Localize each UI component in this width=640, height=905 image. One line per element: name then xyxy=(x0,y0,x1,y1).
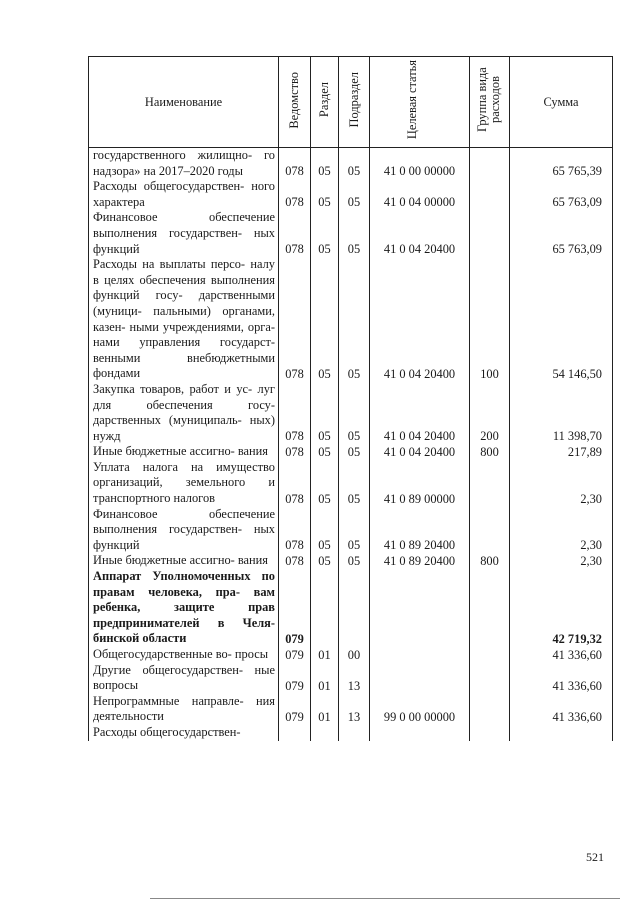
row-sum: 41 336,60 xyxy=(510,647,613,663)
row-subsection: 13 xyxy=(339,663,370,694)
row-dept: 078 xyxy=(279,382,311,444)
row-name: Расходы на выплаты персо- налу в целях обеспечения выполнения функций госу- дарственными (муници- пальными) органами, казен- ными учреждениями, орга- нами управления государст- венными внебюджетными фондами xyxy=(89,257,279,382)
page-number: 521 xyxy=(586,850,604,864)
row-section: 01 xyxy=(311,663,339,694)
row-subsection: 05 xyxy=(339,382,370,444)
table-row xyxy=(89,569,613,647)
table-row xyxy=(89,694,613,725)
row-name: Финансовое обеспечение выполнения государствен- ных функций xyxy=(89,507,279,554)
row-subsection: 05 xyxy=(339,460,370,507)
row-exptype xyxy=(470,179,510,210)
header-section: Раздел xyxy=(311,57,339,148)
row-target: 41 0 04 20400 xyxy=(370,444,470,460)
row-target: 41 0 00 00000 xyxy=(370,148,470,180)
row-dept: 078 xyxy=(279,148,311,180)
row-exptype xyxy=(470,663,510,694)
table-row xyxy=(89,382,613,444)
row-target xyxy=(370,569,470,647)
row-exptype xyxy=(470,569,510,647)
table-row xyxy=(89,210,613,257)
row-subsection xyxy=(339,725,370,741)
row-subsection: 13 xyxy=(339,694,370,725)
row-exptype: 100 xyxy=(470,257,510,382)
row-section: 05 xyxy=(311,444,339,460)
row-exptype: 200 xyxy=(470,382,510,444)
row-section: 05 xyxy=(311,507,339,554)
row-section: 05 xyxy=(311,382,339,444)
row-dept: 078 xyxy=(279,444,311,460)
row-exptype: 800 xyxy=(470,444,510,460)
row-target: 41 0 89 00000 xyxy=(370,460,470,507)
row-dept: 078 xyxy=(279,507,311,554)
row-sum: 65 763,09 xyxy=(510,179,613,210)
row-subsection: 00 xyxy=(339,647,370,663)
row-exptype: 800 xyxy=(470,553,510,569)
row-target: 41 0 04 20400 xyxy=(370,210,470,257)
row-section: 05 xyxy=(311,257,339,382)
row-dept: 078 xyxy=(279,257,311,382)
row-sum: 65 765,39 xyxy=(510,148,613,180)
row-sum: 11 398,70 xyxy=(510,382,613,444)
row-name: Финансовое обеспечение выполнения государствен- ных функций xyxy=(89,210,279,257)
row-dept: 079 xyxy=(279,694,311,725)
row-sum: 2,30 xyxy=(510,460,613,507)
row-name: Аппарат Уполномоченных по правам человека, пра- вам ребенка, защите прав предпринимателей в Челя- бинской области xyxy=(89,569,279,647)
row-subsection: 05 xyxy=(339,507,370,554)
header-target: Целевая статья xyxy=(370,57,470,148)
row-name: Общегосударственные во- просы xyxy=(89,647,279,663)
row-target: 99 0 00 00000 xyxy=(370,694,470,725)
row-sum xyxy=(510,725,613,741)
budget-table xyxy=(88,56,613,741)
row-target: 41 0 89 20400 xyxy=(370,553,470,569)
row-section: 05 xyxy=(311,460,339,507)
bottom-rule xyxy=(150,898,620,899)
row-exptype xyxy=(470,725,510,741)
row-sum: 41 336,60 xyxy=(510,663,613,694)
row-section: 05 xyxy=(311,179,339,210)
row-name: Расходы общегосударствен- xyxy=(89,725,279,741)
row-section: 05 xyxy=(311,148,339,180)
header-name: Наименование xyxy=(89,57,279,148)
row-section: 05 xyxy=(311,553,339,569)
row-sum: 2,30 xyxy=(510,507,613,554)
row-target: 41 0 04 20400 xyxy=(370,382,470,444)
table-header-row xyxy=(89,57,613,148)
row-subsection: 05 xyxy=(339,257,370,382)
row-subsection: 05 xyxy=(339,210,370,257)
table-row xyxy=(89,507,613,554)
row-sum: 54 146,50 xyxy=(510,257,613,382)
table-row xyxy=(89,179,613,210)
row-dept: 079 xyxy=(279,663,311,694)
row-section xyxy=(311,569,339,647)
table-row xyxy=(89,444,613,460)
row-section: 01 xyxy=(311,647,339,663)
table-row xyxy=(89,553,613,569)
row-target xyxy=(370,725,470,741)
row-section xyxy=(311,725,339,741)
row-name: Закупка товаров, работ и ус- луг для обеспечения госу- дарственных (муниципаль- ных) нужд xyxy=(89,382,279,444)
row-exptype xyxy=(470,694,510,725)
row-section: 05 xyxy=(311,210,339,257)
table-row xyxy=(89,647,613,663)
table-body xyxy=(89,148,613,741)
row-target: 41 0 04 00000 xyxy=(370,179,470,210)
header-subsection: Подраздел xyxy=(339,57,370,148)
row-dept xyxy=(279,725,311,741)
header-sum: Сумма xyxy=(510,57,613,148)
row-name: Непрограммные направле- ния деятельности xyxy=(89,694,279,725)
table-row xyxy=(89,663,613,694)
table-row xyxy=(89,148,613,180)
header-exptype: Группа вида расходов xyxy=(470,57,510,148)
row-subsection: 05 xyxy=(339,444,370,460)
row-name: государственного жилищно- го надзора» на 2017–2020 годы xyxy=(89,148,279,180)
row-dept: 078 xyxy=(279,210,311,257)
table-row xyxy=(89,725,613,741)
row-dept: 078 xyxy=(279,179,311,210)
row-dept: 078 xyxy=(279,553,311,569)
row-sum: 2,30 xyxy=(510,553,613,569)
row-sum: 42 719,32 xyxy=(510,569,613,647)
row-name: Уплата налога на имущество организаций, земельного и транспортного налогов xyxy=(89,460,279,507)
row-exptype xyxy=(470,460,510,507)
row-target xyxy=(370,647,470,663)
row-sum: 41 336,60 xyxy=(510,694,613,725)
row-name: Другие общегосударствен- ные вопросы xyxy=(89,663,279,694)
row-subsection: 05 xyxy=(339,179,370,210)
row-sum: 217,89 xyxy=(510,444,613,460)
row-exptype xyxy=(470,210,510,257)
row-exptype xyxy=(470,148,510,180)
table-row xyxy=(89,257,613,382)
row-exptype xyxy=(470,507,510,554)
row-dept: 079 xyxy=(279,647,311,663)
row-target xyxy=(370,663,470,694)
row-dept: 079 xyxy=(279,569,311,647)
row-dept: 078 xyxy=(279,460,311,507)
row-name: Иные бюджетные ассигно- вания xyxy=(89,444,279,460)
row-section: 01 xyxy=(311,694,339,725)
row-subsection: 05 xyxy=(339,553,370,569)
row-target: 41 0 89 20400 xyxy=(370,507,470,554)
row-target: 41 0 04 20400 xyxy=(370,257,470,382)
row-name: Иные бюджетные ассигно- вания xyxy=(89,553,279,569)
header-dept: Ведомство xyxy=(279,57,311,148)
row-name: Расходы общегосударствен- ного характера xyxy=(89,179,279,210)
table-row xyxy=(89,460,613,507)
row-subsection xyxy=(339,569,370,647)
row-sum: 65 763,09 xyxy=(510,210,613,257)
row-subsection: 05 xyxy=(339,148,370,180)
row-exptype xyxy=(470,647,510,663)
